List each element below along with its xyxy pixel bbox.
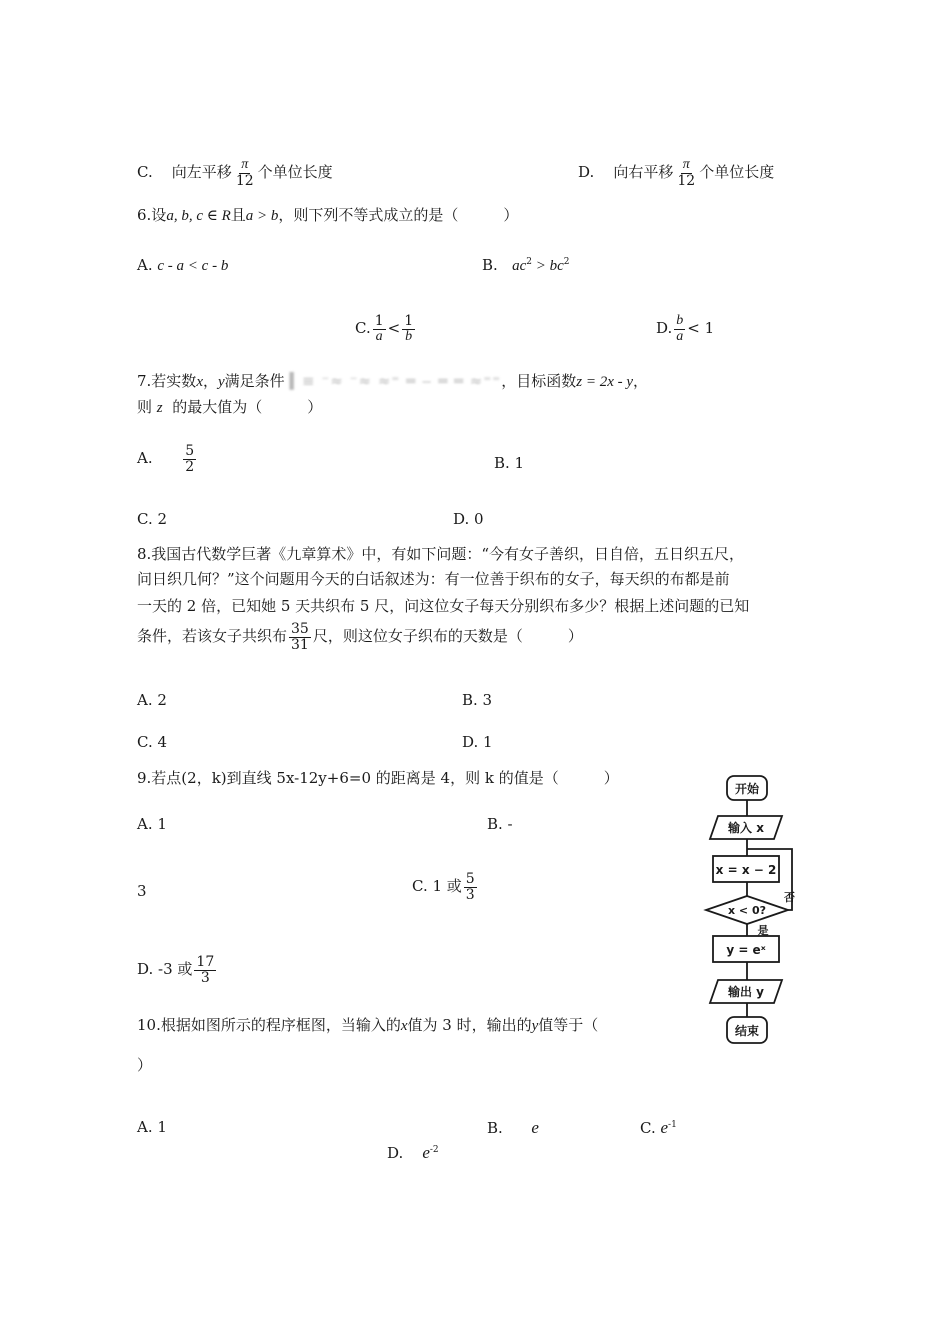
q7-option-b: B. 1	[494, 454, 525, 472]
program-flowchart	[700, 772, 800, 1048]
q6-option-b: B. $ac^2 > bc^2$	[482, 256, 570, 274]
flowchart-start-label: 开始	[734, 782, 760, 796]
q7-option-d: D. 0	[453, 510, 484, 528]
q9-stem: 9.若点(2，k)到直线 5x-12y+6=0 的距离是 4，则 k 的值是（ ）	[137, 769, 619, 787]
q6-stem: 6.设a, b, c ∈ R且a > b，则下列不等式成立的是（ ）	[137, 206, 519, 224]
q10-option-b: B. e	[487, 1118, 539, 1137]
flowchart-decision-label: x < 0?	[727, 904, 767, 917]
q8-option-d: D. 1	[462, 733, 493, 751]
q8-option-b: B. 3	[462, 691, 493, 709]
flowchart-yes-label: 是	[757, 924, 769, 937]
q9-option-c: C. 1 或 $\frac{5}{3}$	[412, 871, 475, 903]
q10-stem-close: ）	[137, 1056, 153, 1074]
q6-option-d: D. $\frac{b}{a}$ < 1	[656, 313, 715, 344]
q6-option-c: C. $\frac{1}{a}$ < $\frac{1}{b}$	[355, 313, 414, 344]
flowchart-no-label: 否	[784, 891, 795, 904]
q8-line1: 8.我国古代数学巨著《九章算术》中，有如下问题：“今有女子善织，日自倍，五日织五尺，	[137, 545, 744, 563]
q5-option-d: D. 向右平移 $\frac{\pi}{12}$ 个单位长度	[578, 157, 775, 189]
q7-option-a: A. $\frac{5}{2}$	[137, 443, 195, 475]
q7-stem-line2: 则 z 的最大值为（ ）	[137, 398, 323, 416]
q7-option-c: C. 2	[137, 510, 168, 528]
flowchart-compute-label: y = eˣ	[726, 943, 766, 957]
q8-option-a: A. 2	[137, 691, 167, 709]
q6-option-a: A. c - a < c - b	[137, 256, 229, 274]
flowchart-end-label: 结束	[734, 1024, 760, 1038]
q5-option-c: C. 向左平移 $\frac{\pi}{12}$ 个单位长度	[137, 157, 333, 189]
q8-line3: 一天的 2 倍，已知她 5 天共织布 5 尺，问这位女子每天分别织布多少？根据上述问题的已知	[137, 597, 750, 615]
q8-line2: 问日织几何？”这个问题用今天的白话叙述为：有一位善于织布的女子，每天织的布都是前	[137, 570, 730, 588]
q8-line4: 条件，若该女子共织布 $\frac{35}{31}$ 尺，则这位女子织布的天数是（ ）	[137, 621, 583, 653]
flowchart-output-label: 输出 y	[727, 985, 765, 999]
q9-option-b-continued: 3	[137, 882, 147, 900]
q9-option-d: D. -3 或 $\frac{17}{3}$	[137, 954, 215, 986]
q10-option-a: A. 1	[137, 1118, 167, 1136]
q9-option-b: B. -	[487, 815, 513, 833]
q9-option-a: A. 1	[137, 815, 167, 833]
blurred-constraints: ▍≡ ⁻≈ ⁻≈ ≈⁼ ═ ‒ ═ ═ ≈⁼⁼	[289, 372, 502, 390]
q10-option-d: D. $e^{-2}$	[387, 1143, 439, 1162]
flowchart-assign-label: x = x − 2	[715, 863, 777, 877]
q10-stem: 10.根据如图所示的程序框图，当输入的x值为 3 时，输出的y值等于（	[137, 1016, 599, 1034]
q10-option-c: C. $e^{-1}$	[640, 1118, 677, 1137]
q7-stem-line1: 7.若实数x，y满足条件 ▍≡ ⁻≈ ⁻≈ ≈⁼ ═ ‒ ═ ═ ≈⁼⁼，目标函数z = 2x - y，	[137, 372, 649, 390]
flowchart-input-label: 输入 x	[728, 821, 764, 835]
q8-option-c: C. 4	[137, 733, 168, 751]
